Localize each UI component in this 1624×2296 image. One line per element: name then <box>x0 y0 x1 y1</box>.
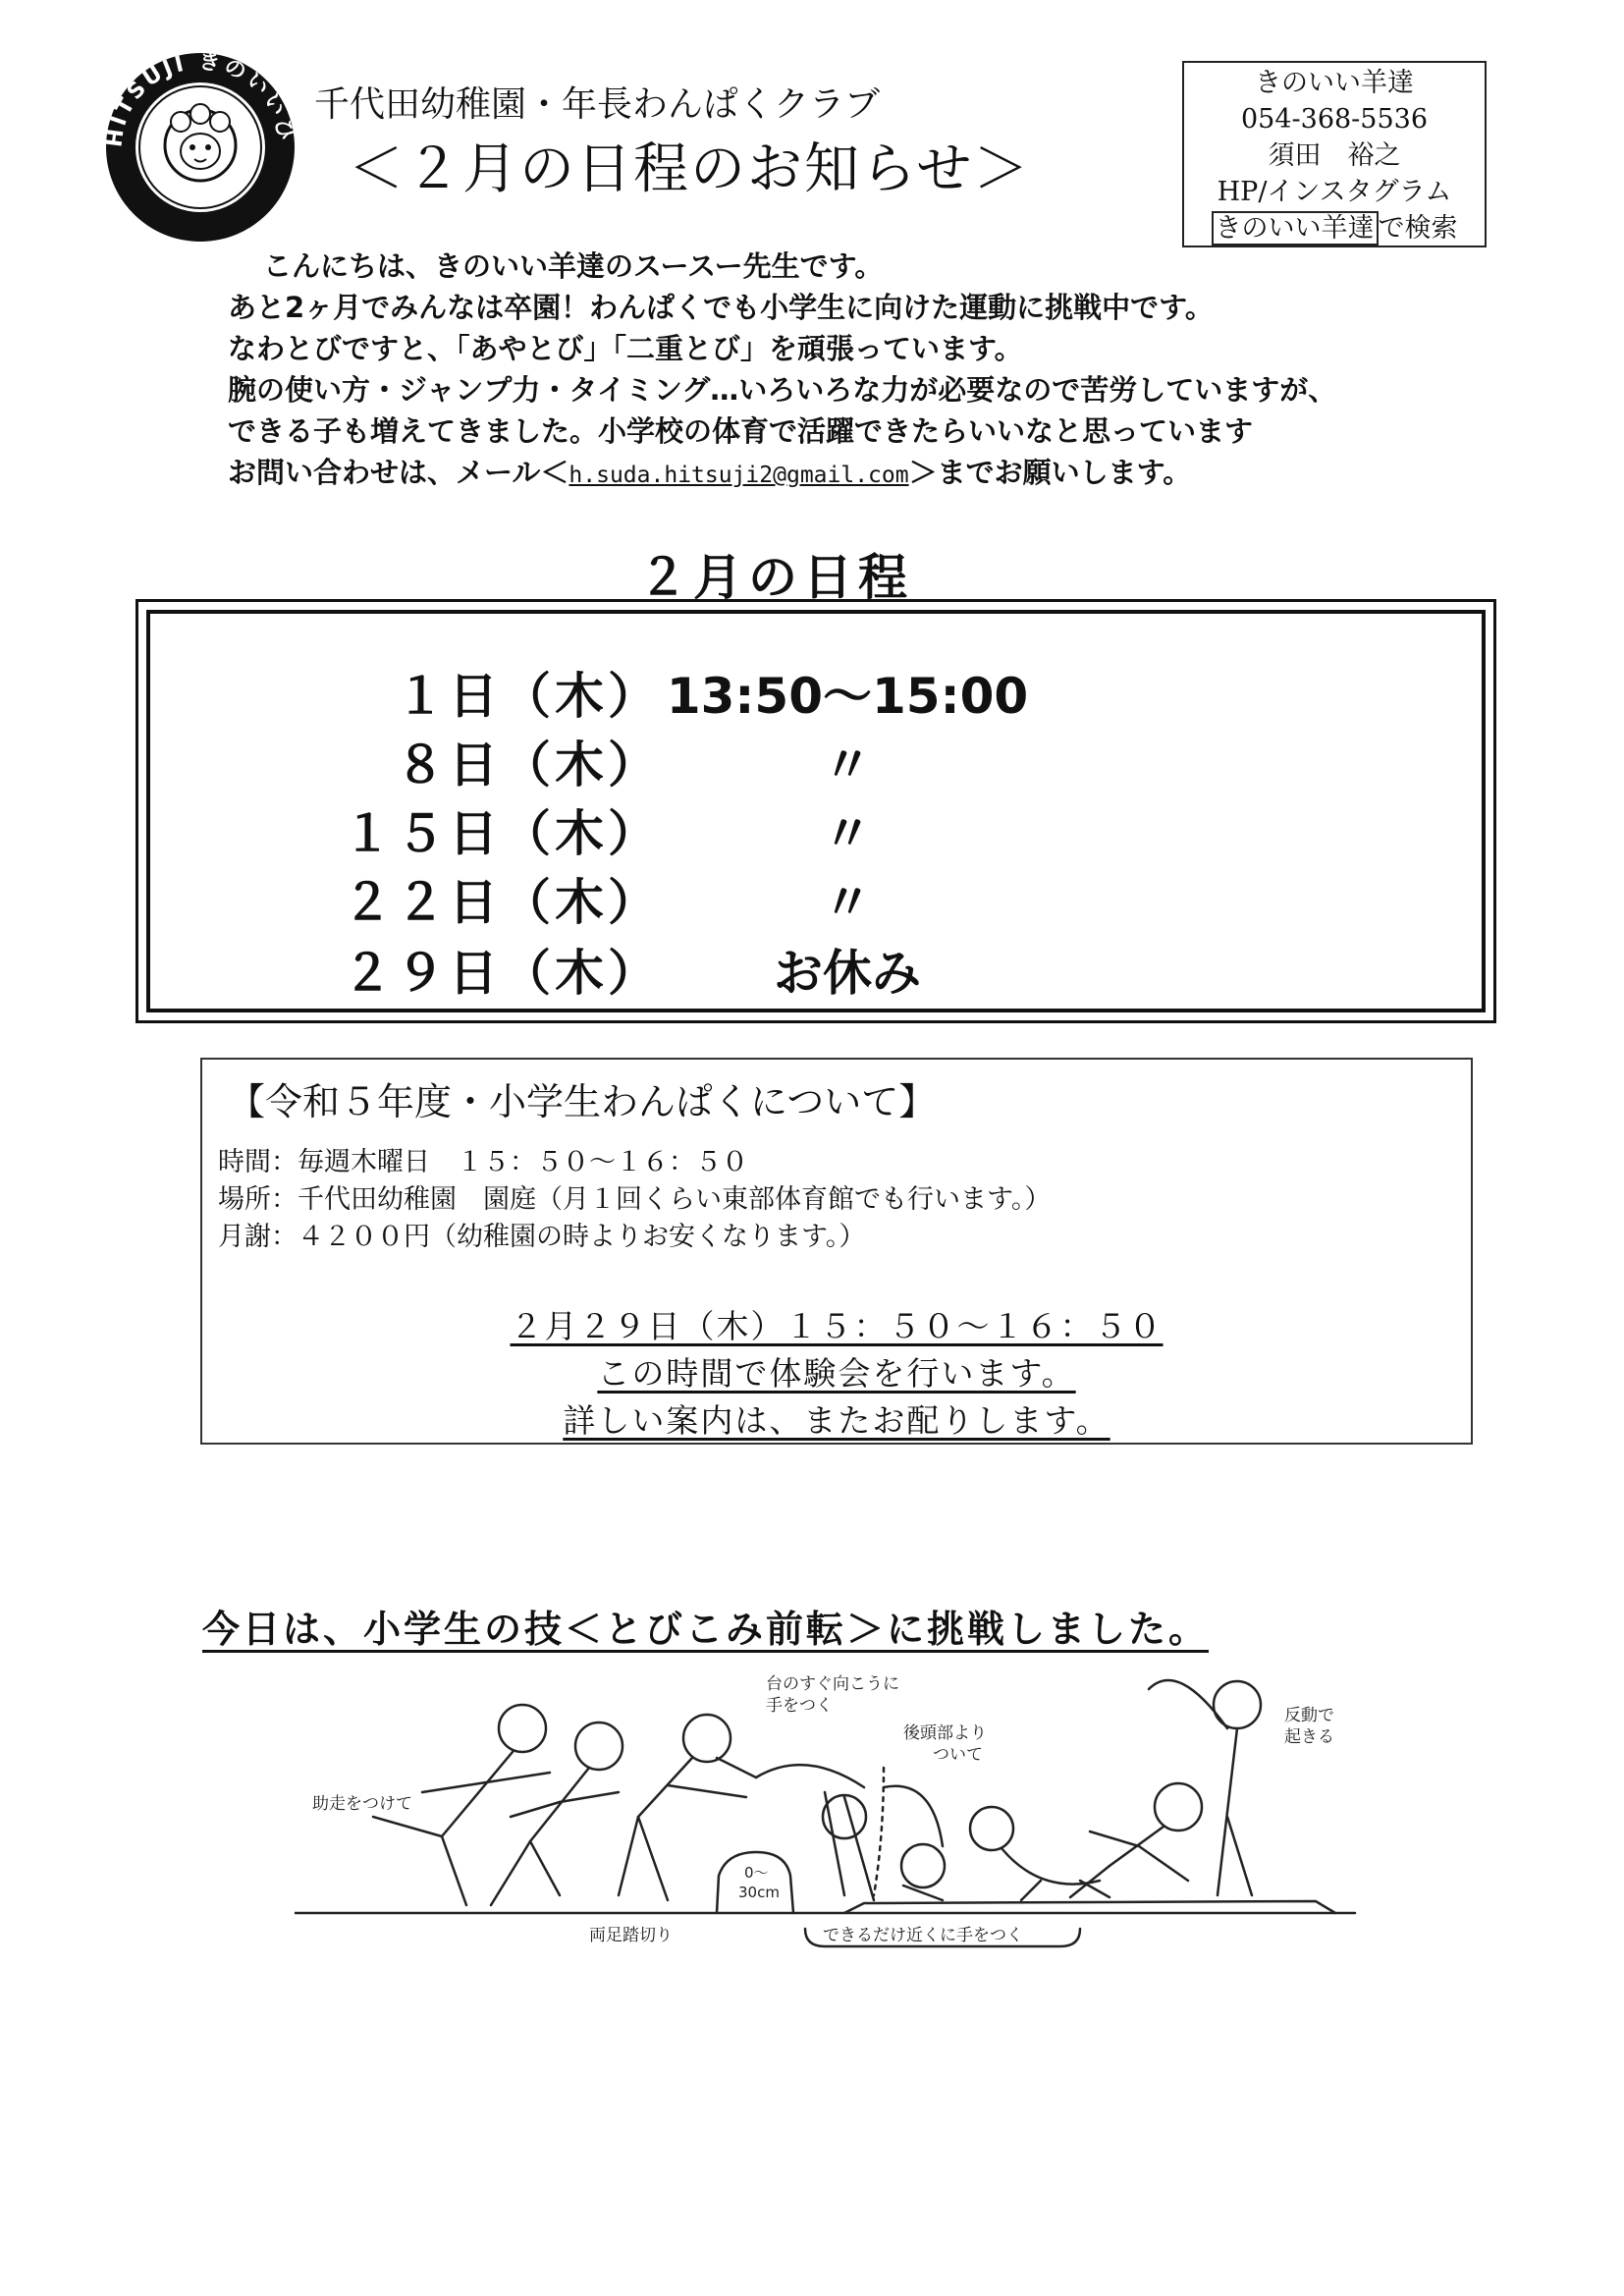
schedule-time: 〃 <box>823 737 872 793</box>
schedule-date: ２２日（木） <box>343 874 661 931</box>
forward-roll-illustration <box>295 1669 1375 1994</box>
schedule-row <box>150 794 1482 863</box>
info-time: 時間：毎週木曜日 １５：５０〜１６：５０ <box>218 1147 748 1177</box>
info-fee: 月謝：４２００円（幼稚園の時よりお安くなります。） <box>218 1222 866 1252</box>
schedule-date: ８日（木） <box>396 737 661 793</box>
search-keyword: きのいい羊達 <box>1212 211 1379 246</box>
trial-date: ２月２９日（木）１５：５０〜１６：５０ <box>510 1307 1164 1345</box>
schedule-date: １日（木） <box>396 668 661 725</box>
figure-rolling <box>970 1807 1110 1900</box>
page-title: ＜２月の日程のお知らせ＞ <box>349 137 1031 201</box>
schedule-date: ２９日（木） <box>343 945 661 1002</box>
figure-hands-down <box>717 1758 874 1900</box>
label-hands-2: 手をつく <box>766 1696 833 1716</box>
trial-notice <box>202 1303 1471 1445</box>
label-takeoff: 両足踏切り <box>589 1926 673 1945</box>
schedule-heading: ２月の日程 <box>638 538 913 614</box>
email-link[interactable]: h.suda.hitsuji2@gmail.com <box>568 463 909 488</box>
intro-paragraph <box>228 246 1336 496</box>
contact-sns: HP/インスタグラム <box>1217 177 1452 207</box>
label-hands-1: 台のすぐ向こうに <box>766 1674 899 1694</box>
contact-box <box>1182 61 1487 247</box>
schedule-date: １５日（木） <box>343 805 661 862</box>
organization-name: 千代田幼稚園・年長わんぱくクラブ <box>314 84 881 125</box>
label-rebound-1: 反動で <box>1284 1706 1334 1725</box>
intro-line-2: あと2ヶ月でみんなは卒園！わんぱくでも小学生に向けた運動に挑戦中です。 <box>228 291 1214 324</box>
schedule-time: 〃 <box>823 874 872 931</box>
schedule-row <box>150 657 1482 726</box>
label-height-2: 30cm <box>738 1884 780 1901</box>
svg-text:KINOIIHITSUJI きのいいひつじたち <box>102 49 298 148</box>
intro-contact-suffix: ＞までお願いします。 <box>908 456 1192 489</box>
info-details <box>218 1144 1051 1256</box>
schedule-row <box>150 726 1482 794</box>
contact-search <box>1184 210 1485 246</box>
schedule-row <box>150 934 1482 1003</box>
schedule-row <box>150 863 1482 932</box>
logo-text-layer <box>102 49 298 246</box>
intro-line-6 <box>228 452 1336 496</box>
springboard <box>717 1852 793 1913</box>
label-rebound-2: 起きる <box>1284 1727 1334 1747</box>
figure-rising <box>1070 1783 1202 1897</box>
hand-guide <box>874 1768 884 1895</box>
logo-ring-text <box>102 49 298 246</box>
contact-person: 須田 裕之 <box>1268 140 1401 171</box>
label-head-2: ついて <box>933 1745 983 1765</box>
mat <box>844 1901 1335 1913</box>
info-title: 【令和５年度・小学生わんぱくについて】 <box>228 1080 937 1123</box>
figure-head-tuck <box>884 1786 945 1900</box>
schedule-time: 13:50〜15:00 <box>666 668 1029 725</box>
figure-takeoff <box>619 1715 746 1900</box>
label-close: できるだけ近くに手をつく <box>823 1926 1023 1945</box>
schedule-time: 〃 <box>823 805 872 862</box>
info-place: 場所：千代田幼稚園 園庭（月１回くらい東部体育館でも行います。） <box>218 1184 1052 1215</box>
trial-note: 詳しい案内は、またお配りします。 <box>563 1401 1110 1440</box>
schedule-time: お休み <box>774 945 921 1002</box>
info-box <box>200 1058 1473 1445</box>
label-head-1: 後頭部より <box>903 1723 987 1743</box>
schedule-box <box>135 599 1496 1023</box>
contact-phone: 054-368-5536 <box>1240 104 1429 135</box>
intro-line-4: 腕の使い方・ジャンプ力・タイミング…いろいろな力が必要なので苦労していますが、 <box>228 373 1337 407</box>
logo-text: HITSUJI きのいいひ <box>102 49 298 149</box>
intro-line-3: なわとびですと、「あやとび」「二重とび」を頑張っています。 <box>228 332 1023 365</box>
intro-line-5: できる子も増えてきました。小学校の体育で活躍できたらいいなと思っています <box>228 414 1254 448</box>
intro-contact-prefix: お問い合わせは、メール＜ <box>228 456 569 489</box>
label-height-1: 0〜 <box>744 1864 769 1882</box>
label-run: 助走をつけて <box>312 1794 412 1814</box>
bottom-heading: 今日は、小学生の技＜とびこみ前転＞に挑戦しました。 <box>202 1608 1210 1651</box>
schedule-inner <box>146 610 1486 1012</box>
search-suffix: で検索 <box>1378 213 1458 244</box>
contact-name: きのいい羊達 <box>1255 68 1414 98</box>
trial-text: この時間で体験会を行います。 <box>597 1354 1076 1393</box>
intro-line-1: こんにちは、きのいい羊達のスースー先生です。 <box>263 249 884 283</box>
